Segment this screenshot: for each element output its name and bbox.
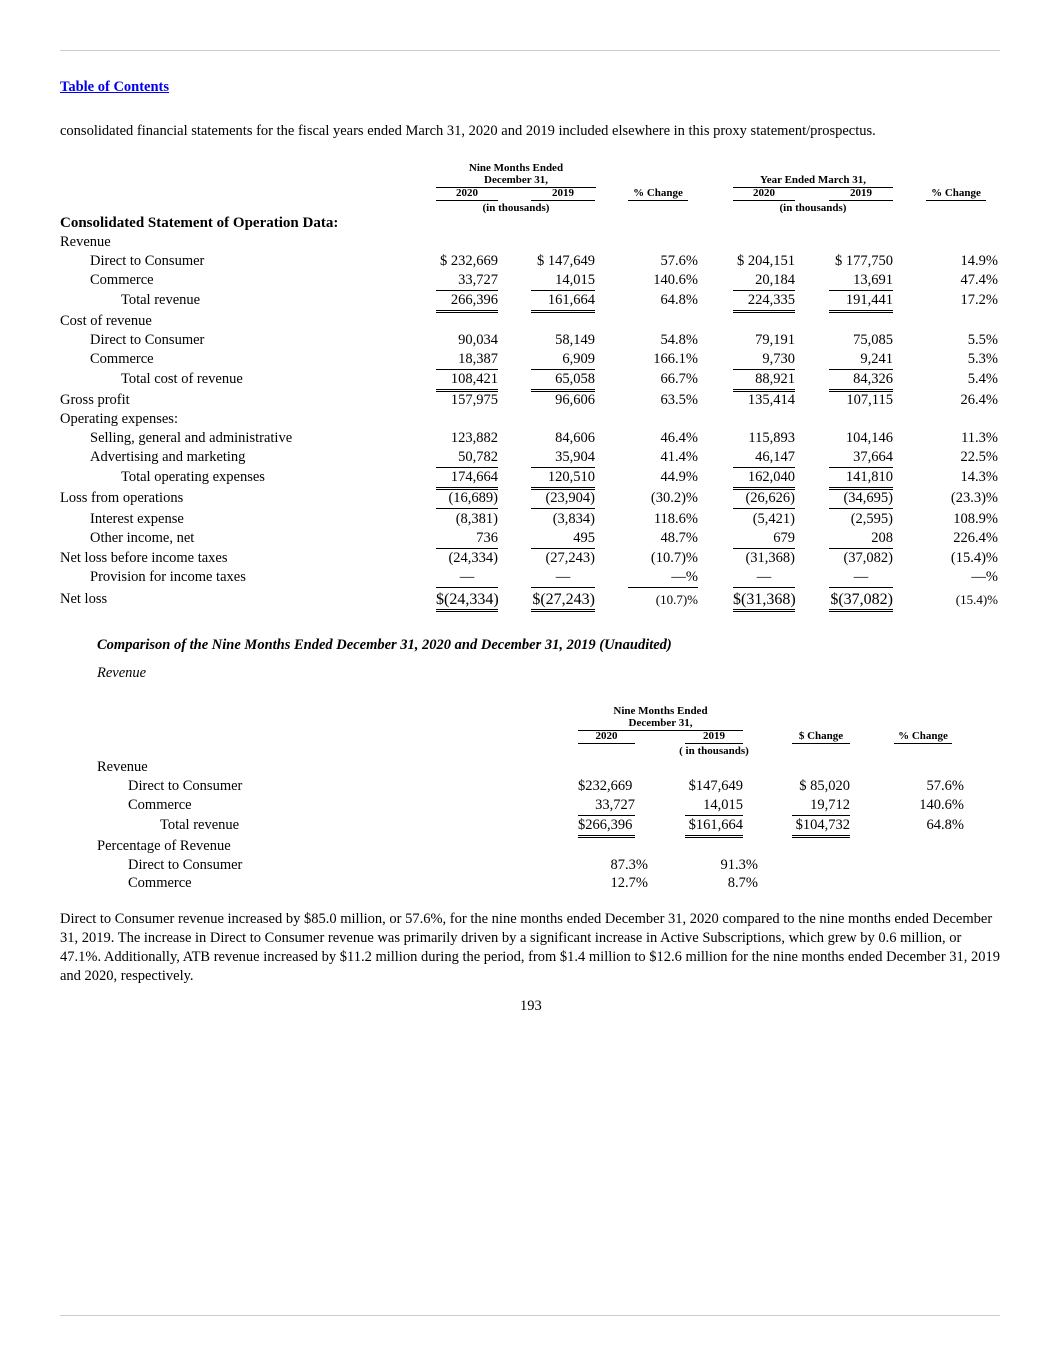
cell-value: —% bbox=[628, 568, 698, 588]
t1-group1-header-line1: Nine Months Ended bbox=[468, 162, 564, 174]
cell-value: — bbox=[829, 568, 893, 588]
cell-value: 14.9% bbox=[960, 253, 998, 269]
cell-value: — bbox=[531, 568, 595, 588]
cell-value: 33,727 bbox=[578, 796, 635, 816]
cell-value: 47.4% bbox=[960, 272, 998, 288]
t1-col-2019-b: 2019 bbox=[829, 187, 893, 201]
cell-value: 191,441 bbox=[829, 291, 893, 313]
table-row bbox=[0, 568, 1055, 587]
t1-col-pct-b: % Change bbox=[926, 187, 986, 201]
cell-value: (27,243) bbox=[545, 550, 595, 566]
cell-value: 19,712 bbox=[792, 796, 850, 816]
table-row bbox=[0, 429, 1055, 448]
cell-value: (30.2)% bbox=[650, 490, 698, 506]
cell-value: 5.5% bbox=[967, 332, 998, 348]
cell-value: (15.4)% bbox=[955, 592, 998, 607]
cell-value: 14,015 bbox=[531, 271, 595, 291]
t2-header-line1: Nine Months Ended bbox=[613, 705, 708, 717]
cell-value: 66.7% bbox=[660, 371, 698, 387]
cell-value: 48.7% bbox=[660, 530, 698, 546]
t1-col-2020-a: 2020 bbox=[436, 187, 498, 201]
row-label: Total revenue bbox=[160, 817, 240, 833]
t1-col-2019-a: 2019 bbox=[531, 187, 595, 201]
cell-value: 33,727 bbox=[436, 271, 498, 291]
table-row bbox=[0, 796, 1055, 815]
cell-value: 161,664 bbox=[531, 291, 595, 313]
cell-value: (8,381) bbox=[455, 511, 498, 527]
cell-value: 12.7% bbox=[610, 875, 648, 891]
cell-value: 46,147 bbox=[733, 448, 795, 468]
t1-section-title: Consolidated Statement of Operation Data: bbox=[60, 215, 339, 231]
cell-value: 115,893 bbox=[748, 430, 795, 446]
t2-col-2020: 2020 bbox=[578, 730, 635, 744]
cell-value: —% bbox=[971, 569, 998, 585]
cell-value: 157,975 bbox=[450, 392, 498, 408]
row-label: Total operating expenses bbox=[121, 469, 265, 485]
cell-value: (34,695) bbox=[829, 489, 893, 509]
row-label: Total cost of revenue bbox=[121, 371, 243, 387]
cell-value: 679 bbox=[733, 529, 795, 549]
row-label: Net loss before income taxes bbox=[60, 550, 228, 566]
cell-value: (37,082) bbox=[843, 550, 893, 566]
cell-value: 84,326 bbox=[829, 370, 893, 392]
cell-value: (2,595) bbox=[850, 511, 893, 527]
top-rule bbox=[60, 50, 1000, 51]
t1-col-2020-b: 2020 bbox=[733, 187, 795, 201]
cell-value: $(24,334) bbox=[436, 590, 498, 612]
t2-col-2019: 2019 bbox=[685, 730, 743, 744]
cell-value: 88,921 bbox=[733, 370, 795, 392]
cell-value: 140.6% bbox=[653, 272, 698, 288]
cell-value: (10.7)% bbox=[650, 550, 698, 566]
row-label: Commerce bbox=[128, 875, 192, 891]
cell-value: 108,421 bbox=[436, 370, 498, 392]
cell-value: 50,782 bbox=[436, 448, 498, 468]
cell-value: 174,664 bbox=[436, 468, 498, 490]
cell-value: 5.4% bbox=[967, 371, 998, 387]
cell-value: $161,664 bbox=[685, 816, 743, 838]
table-of-contents-link[interactable]: Table of Contents bbox=[60, 79, 170, 95]
cell-value: 226.4% bbox=[953, 530, 998, 546]
cell-value: 104,146 bbox=[845, 430, 893, 446]
cell-value: $ 85,020 bbox=[799, 778, 850, 794]
table-row bbox=[0, 837, 1055, 856]
table-row bbox=[0, 549, 1055, 568]
t2-in-thousands: ( in thousands) bbox=[679, 745, 749, 757]
table-row bbox=[0, 391, 1055, 410]
cell-value: $ 177,750 bbox=[835, 253, 893, 269]
table-row bbox=[0, 758, 1055, 777]
t1-in-thousands-b: (in thousands) bbox=[779, 202, 847, 214]
table-row bbox=[0, 777, 1055, 796]
cell-value: $(27,243) bbox=[531, 590, 595, 612]
cell-value: 140.6% bbox=[919, 797, 964, 813]
cell-value: — bbox=[436, 568, 498, 588]
cell-value: 9,730 bbox=[733, 350, 795, 370]
comparison-title: Comparison of the Nine Months Ended December 31, 2020 and December 31, 2019 (Unaudited) bbox=[97, 637, 672, 653]
revenue-subtitle: Revenue bbox=[97, 665, 147, 681]
cell-value: 91.3% bbox=[720, 857, 758, 873]
cell-value: 108.9% bbox=[953, 511, 998, 527]
cell-value: 79,191 bbox=[755, 332, 795, 348]
row-label: Interest expense bbox=[90, 511, 184, 527]
t1-group2-header: Year Ended March 31, bbox=[733, 174, 893, 188]
t2-col-dchange: $ Change bbox=[792, 730, 850, 744]
cell-value: 44.9% bbox=[660, 469, 698, 485]
table-row bbox=[0, 590, 1055, 609]
row-label: Other income, net bbox=[90, 530, 195, 546]
cell-value: 11.3% bbox=[961, 430, 998, 446]
cell-value: 46.4% bbox=[660, 430, 698, 446]
row-label: Operating expenses: bbox=[60, 411, 178, 427]
cell-value: $ 232,669 bbox=[440, 253, 498, 269]
cell-value: 736 bbox=[436, 529, 498, 549]
cell-value: 166.1% bbox=[653, 351, 698, 367]
cell-value: 208 bbox=[829, 529, 893, 549]
cell-value: 18,387 bbox=[436, 350, 498, 370]
table-row bbox=[0, 233, 1055, 252]
table-row bbox=[0, 410, 1055, 429]
table-row bbox=[0, 489, 1055, 508]
table-row bbox=[0, 252, 1055, 271]
cell-value: 87.3% bbox=[610, 857, 648, 873]
cell-value: 54.8% bbox=[660, 332, 698, 348]
row-label: Direct to Consumer bbox=[128, 778, 243, 794]
row-label: Direct to Consumer bbox=[90, 253, 205, 269]
cell-value: 14,015 bbox=[685, 796, 743, 816]
cell-value: 9,241 bbox=[829, 350, 893, 370]
table-row bbox=[0, 468, 1055, 487]
table-row bbox=[0, 350, 1055, 369]
cell-value: (16,689) bbox=[436, 489, 498, 509]
cell-value: 14.3% bbox=[960, 469, 998, 485]
cell-value: 35,904 bbox=[531, 448, 595, 468]
table-row bbox=[0, 312, 1055, 331]
row-label: Commerce bbox=[90, 351, 154, 367]
cell-value: 17.2% bbox=[960, 292, 998, 308]
row-label: Provision for income taxes bbox=[90, 569, 246, 585]
cell-value: 5.3% bbox=[967, 351, 998, 367]
table-row bbox=[0, 856, 1055, 875]
cell-value: (15.4)% bbox=[950, 550, 998, 566]
row-label: Advertising and marketing bbox=[90, 449, 246, 465]
cell-value: 26.4% bbox=[960, 392, 998, 408]
cell-value: (10.7)% bbox=[655, 592, 698, 607]
row-label: Commerce bbox=[90, 272, 154, 288]
cell-value: 57.6% bbox=[660, 253, 698, 269]
cell-value: 90,034 bbox=[458, 332, 498, 348]
cell-value: (31,368) bbox=[745, 550, 795, 566]
row-label: Cost of revenue bbox=[60, 313, 152, 329]
cell-value: 13,691 bbox=[829, 271, 893, 291]
cell-value: 266,396 bbox=[436, 291, 498, 313]
cell-value: 75,085 bbox=[853, 332, 893, 348]
t2-col-pchange: % Change bbox=[894, 730, 952, 744]
row-label: Percentage of Revenue bbox=[97, 838, 231, 854]
cell-value: 162,040 bbox=[733, 468, 795, 490]
cell-value: 57.6% bbox=[926, 778, 964, 794]
cell-value: 8.7% bbox=[727, 875, 758, 891]
intro-text: consolidated financial statements for the fiscal years ended March 31, 2020 and 2019 included elsewhere in this proxy statement/prospectus. bbox=[60, 123, 876, 139]
cell-value: 141,810 bbox=[829, 468, 893, 490]
cell-value: (23,904) bbox=[531, 489, 595, 509]
row-label: Gross profit bbox=[60, 392, 130, 408]
row-label: Commerce bbox=[128, 797, 192, 813]
cell-value: 120,510 bbox=[531, 468, 595, 490]
cell-value: $104,732 bbox=[792, 816, 850, 838]
table-row bbox=[0, 510, 1055, 529]
cell-value: $(37,082) bbox=[829, 590, 893, 612]
cell-value: 135,414 bbox=[747, 392, 795, 408]
page-number: 193 bbox=[520, 998, 542, 1014]
table-row bbox=[0, 529, 1055, 548]
row-label: Total revenue bbox=[121, 292, 201, 308]
t1-in-thousands-a: (in thousands) bbox=[482, 202, 550, 214]
cell-value: $ 204,151 bbox=[737, 253, 795, 269]
cell-value: 63.5% bbox=[660, 392, 698, 408]
cell-value: 224,335 bbox=[733, 291, 795, 313]
cell-value: $266,396 bbox=[578, 816, 635, 838]
cell-value: (24,334) bbox=[448, 550, 498, 566]
table-row bbox=[0, 271, 1055, 290]
cell-value: 118.6% bbox=[653, 511, 698, 527]
body-paragraph: Direct to Consumer revenue increased by $85.0 million, or 57.6%, for the nine months ended December 31, 2020 compared to the nine months ended December 31, 2019. The increase in Direct to Consumer revenue was primarily driven by a significant increase in Active Subscriptions, which grew by 0.6 million, or 47.1%. Additionally, ATB revenue increased by $11.2 million during the period, from $1.4 million to $12.6 million for the nine months ended December 31, 2019 and 2020, respectively. bbox=[60, 911, 1001, 984]
cell-value: 22.5% bbox=[960, 449, 998, 465]
row-label: Revenue bbox=[97, 759, 148, 775]
cell-value: $(31,368) bbox=[733, 590, 795, 612]
cell-value: 96,606 bbox=[555, 392, 595, 408]
row-label: Net loss bbox=[60, 591, 108, 607]
table-row bbox=[0, 448, 1055, 467]
table-row bbox=[0, 874, 1055, 893]
row-label: Loss from operations bbox=[60, 490, 184, 506]
bottom-rule bbox=[60, 1315, 1000, 1316]
cell-value: $147,649 bbox=[688, 778, 743, 794]
row-label: Direct to Consumer bbox=[90, 332, 205, 348]
cell-value: 6,909 bbox=[531, 350, 595, 370]
cell-value: 58,149 bbox=[555, 332, 595, 348]
table-row bbox=[0, 816, 1055, 835]
t1-group1-header-line2: December 31, bbox=[436, 174, 596, 188]
row-label: Revenue bbox=[60, 234, 111, 250]
cell-value: 64.8% bbox=[660, 292, 698, 308]
cell-value: 107,115 bbox=[846, 392, 893, 408]
cell-value: 20,184 bbox=[733, 271, 795, 291]
cell-value: (23.3)% bbox=[950, 490, 998, 506]
cell-value: 41.4% bbox=[660, 449, 698, 465]
table-row bbox=[0, 331, 1055, 350]
table-row bbox=[0, 291, 1055, 310]
cell-value: 495 bbox=[531, 529, 595, 549]
cell-value: (3,834) bbox=[552, 511, 595, 527]
table-row bbox=[0, 370, 1055, 389]
cell-value: $232,669 bbox=[578, 778, 633, 794]
cell-value: 84,606 bbox=[555, 430, 595, 446]
row-label: Direct to Consumer bbox=[128, 857, 243, 873]
cell-value: 64.8% bbox=[926, 817, 964, 833]
cell-value: 37,664 bbox=[829, 448, 893, 468]
cell-value: 65,058 bbox=[531, 370, 595, 392]
cell-value: — bbox=[733, 568, 795, 588]
t1-col-pct-a: % Change bbox=[628, 187, 688, 201]
cell-value: $ 147,649 bbox=[537, 253, 595, 269]
cell-value: (5,421) bbox=[752, 511, 795, 527]
row-label: Selling, general and administrative bbox=[90, 430, 293, 446]
cell-value: 123,882 bbox=[450, 430, 498, 446]
cell-value: (26,626) bbox=[733, 489, 795, 509]
t2-header-line2: December 31, bbox=[578, 717, 743, 731]
